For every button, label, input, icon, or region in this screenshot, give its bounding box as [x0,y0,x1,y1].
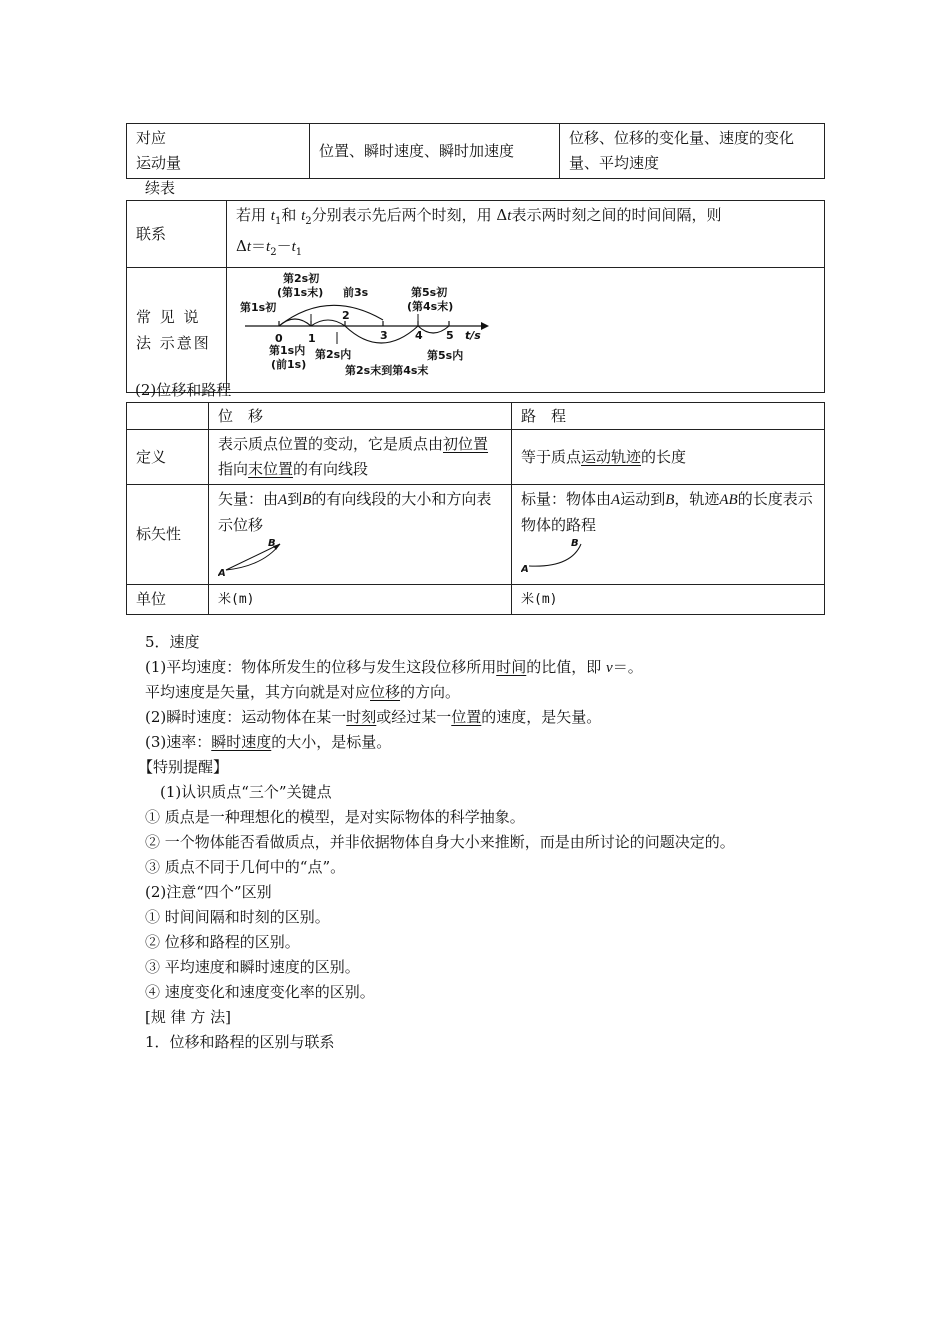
heading-special-reminder: 【特别提醒】 [138,758,229,776]
label-2s-in: 第2s内 [315,348,352,361]
first-3s-arc [279,305,383,326]
table-row [127,585,825,615]
cell-instant-quantities: 位置、瞬时速度、瞬时加速度 [310,124,560,179]
table-row [127,430,825,485]
table-row [127,201,825,268]
tick-label: 5 [446,329,454,342]
text-point-1: ① 质点是一种理想化的模型，是对实际物体的科学抽象。 [145,808,525,826]
text-velocity-vector: 平均速度是矢量，其方向就是对应位移的方向。 [145,683,461,701]
text-reminder-1: (1)认识质点“三个”关键点 [160,783,332,801]
axis-label: t/s [465,329,481,342]
point-b-label: B [571,538,579,549]
point-a-label: A [218,568,226,578]
table-motion-quantities [126,123,825,179]
table-row [127,124,825,179]
text-diff-2: ② 位移和路程的区别。 [145,933,300,951]
tick-label: 1 [308,332,316,345]
heading-methods: [规 律 方 法] [145,1008,232,1026]
heading-velocity: 5．速度 [145,633,200,651]
label-5s-begin: 第5s初 [411,286,448,299]
label-1s-begin: 第1s初 [240,301,277,314]
label-1s-end: (第1s末) [277,286,324,299]
label-2s-end-to-4s-end: 第2s末到第4s末 [345,364,429,377]
table-row [127,268,825,393]
cell-displacement-vector: 矢量：由A到B的有向线段的大小和方向表示位移 A B [209,485,512,585]
cell-relation-label: 联系 [127,201,227,268]
header-distance: 路 程 [512,403,825,430]
tick-label: 3 [380,329,388,342]
label-2s-begin: 第2s初 [283,272,320,285]
table-row [127,485,825,585]
table-row [127,403,825,430]
label-5s-in: 第5s内 [427,349,464,362]
cell-interval-quantities: 位移、位移的变化量、速度的变化量、平均速度 [560,124,825,179]
text-diff-3: ③ 平均速度和瞬时速度的区别。 [145,958,360,976]
cell-label-line1: 对应 [136,129,167,147]
axis-arrow-icon [481,322,489,330]
label-first-3s: 前3s [343,286,369,299]
cell-displacement-unit: 米(m) [209,585,512,615]
text-reminder-2: (2)注意“四个”区别 [145,883,272,901]
tick-label: 2 [342,309,350,322]
text-speed: (3)速率：瞬时速度的大小，是标量。 [145,733,392,751]
cell-diagram-label: 常 见 说 法 示意图 [127,268,227,393]
table-time-relation [126,200,825,393]
cell-distance-scalar: 标量：物体由A运动到B，轨迹AB的长度表示物体的路程 A B [512,485,825,585]
section2-title: (2)位移和路程 [135,381,232,399]
text-point-2: ② 一个物体能否看做质点，并非依据物体自身大小来推断，而是由所讨论的问题决定的。 [145,833,735,851]
point-a-label: A [521,564,529,574]
distance-figure [521,538,601,574]
label-4s-end: (第4s末) [407,300,454,313]
cell-diagram [227,268,825,393]
tick-label: 4 [415,329,423,342]
cell-label-line2: 运动量 [136,154,182,172]
cell-distance-definition: 等于质点运动轨迹的长度 [512,430,825,485]
cell-relation-text: 若用 $t_1$和 $t_2$分别表示先后两个时刻，用 Δt表示两时刻之间的时间间隔，则 $\Delta t=t_2-t_1$ [227,201,825,268]
continued-label: 续表 [145,179,176,197]
tick-label: 0 [275,332,283,345]
text-point-3: ③ 质点不同于几何中的“点”。 [145,858,346,876]
timeline-diagram [233,268,533,392]
text-diff-4: ④ 速度变化和速度变化率的区别。 [145,983,375,1001]
cell-label [127,124,310,179]
cell-distance-unit: 米(m) [512,585,825,615]
table-displacement-distance [126,402,825,615]
cell-displacement-definition: 表示质点位置的变动，它是质点由初位置指向末位置的有向线段 [209,430,512,485]
text-instant-velocity: (2)瞬时速度：运动物体在某一时刻或经过某一位置的速度，是矢量。 [145,708,602,726]
text-average-velocity: (1)平均速度：物体所发生的位移与发生这段位移所用时间的比值，即 v＝。 [145,658,643,676]
text-diff-1: ① 时间间隔和时刻的区别。 [145,908,330,926]
row-label-definition: 定义 [127,430,209,485]
label-first-1s: (前1s) [271,358,307,371]
displacement-figure [218,538,298,578]
row-label-unit: 单位 [127,585,209,615]
label-1s-in: 第1s内 [269,344,306,357]
header-displacement: 位 移 [209,403,512,430]
point-b-label: B [268,538,276,549]
row-label-scalar-vector: 标矢性 [127,485,209,585]
heading-displacement-vs-distance: 1．位移和路程的区别与联系 [145,1033,335,1051]
